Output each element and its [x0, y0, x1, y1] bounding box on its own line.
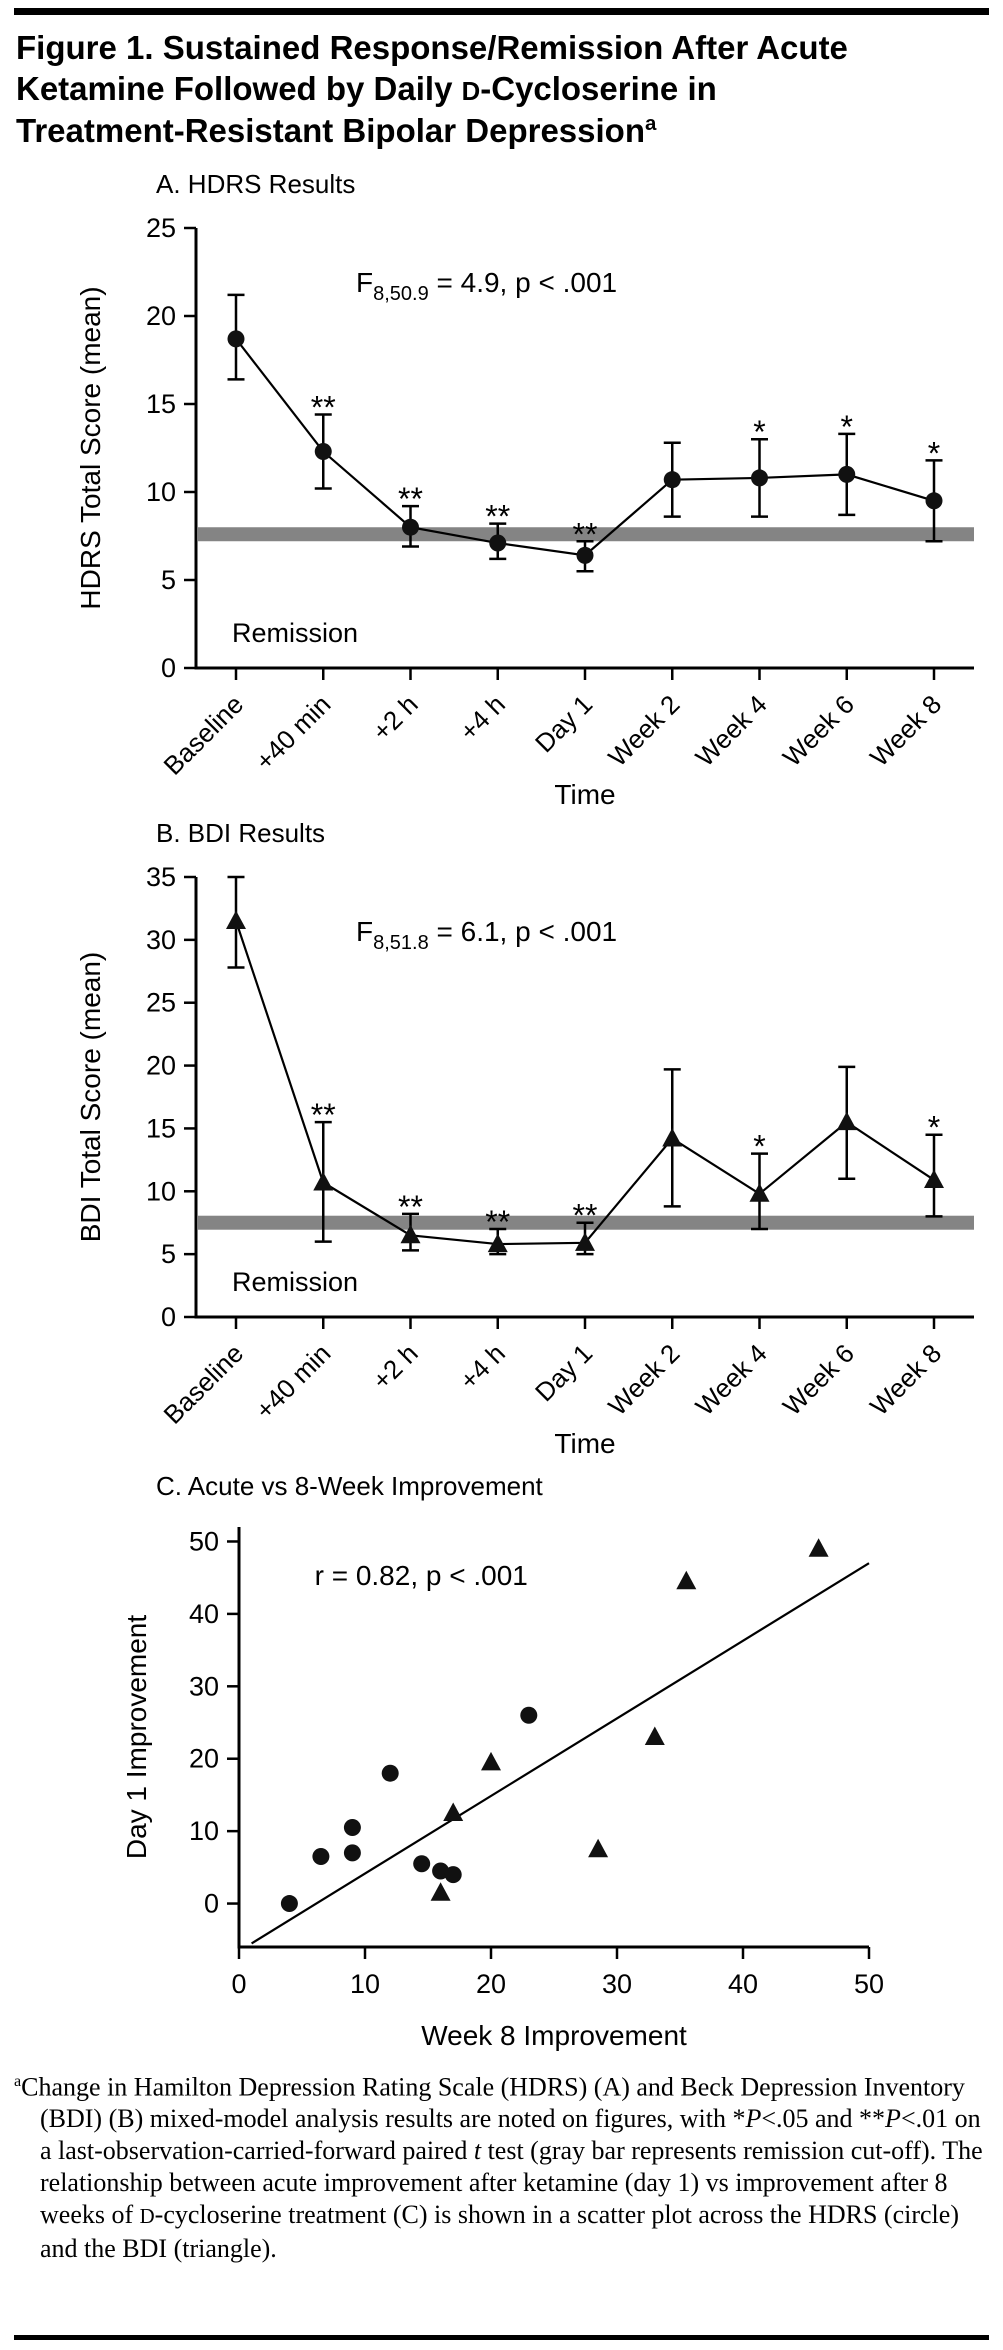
svg-text:**: **	[572, 1197, 598, 1234]
svg-text:20: 20	[145, 300, 176, 331]
bottom-rule	[14, 2335, 989, 2340]
svg-text:Week 8: Week 8	[864, 1337, 948, 1421]
svg-text:**: **	[398, 1188, 423, 1225]
svg-text:5: 5	[160, 1238, 176, 1269]
fit-line	[252, 1563, 869, 1943]
figure-title	[16, 27, 987, 151]
svg-text:*: *	[753, 413, 766, 450]
svg-text:Week 8: Week 8	[864, 688, 948, 772]
panel-b-label: B. BDI Results	[156, 817, 326, 848]
svg-text:20: 20	[475, 1968, 507, 1999]
svg-text:Week 2: Week 2	[602, 1337, 686, 1421]
svg-text:**: **	[398, 480, 423, 517]
series-hdrs	[281, 1707, 537, 1912]
svg-text:30: 30	[145, 924, 176, 955]
svg-text:+40 min: +40 min	[249, 688, 337, 776]
tick-labels	[146, 862, 947, 1430]
svg-text:30: 30	[601, 1968, 633, 1999]
y-axis-title: Day 1 Improvement	[121, 1614, 152, 1859]
svg-text:15: 15	[145, 388, 176, 419]
svg-text:25: 25	[145, 212, 176, 243]
svg-text:**: **	[485, 1203, 511, 1240]
svg-text:25: 25	[145, 987, 176, 1018]
svg-text:Day 1: Day 1	[529, 688, 599, 759]
svg-text:Day 1: Day 1	[529, 1337, 599, 1408]
data-line	[236, 921, 934, 1244]
y-axis-title: BDI Total Score (mean)	[75, 951, 106, 1242]
svg-text:0: 0	[231, 1968, 247, 1999]
remission-label: Remission	[232, 1266, 359, 1297]
tick-labels	[189, 1526, 884, 1999]
figure-title-line-2: Ketamine Followed by Daily D-Cycloserine in	[16, 70, 717, 108]
top-rule	[14, 8, 989, 15]
x-axis-title: Week 8 Improvement	[421, 2019, 687, 2051]
figure-footnote: $^a$Change in Hamilton Depression Rating Scale (HDRS) (A) and Beck Depression Inventory (BDI) (B) mixed-model analysis results are noted on figures, with *P<.05 and **P<.01 on a last-observation-carried-forward paired t test (gray bar represents remission cut-off). The relationship between acute improvement after ketamine (day 1) vs improvement after 8 weeks of D-cycloserine treatment (C) is shown in a scatter plot across the HDRS (circle) and the BDI (triangle).	[14, 2072, 983, 2264]
svg-text:5: 5	[160, 564, 176, 595]
svg-text:Week 4: Week 4	[689, 1337, 773, 1421]
svg-text:10: 10	[188, 1815, 219, 1846]
hdrs-line-chart	[14, 200, 1003, 816]
svg-text:50: 50	[188, 1526, 219, 1557]
bdi-line-chart	[14, 849, 1003, 1465]
svg-text:35: 35	[145, 861, 176, 892]
svg-text:**: **	[310, 1096, 336, 1133]
svg-text:**: **	[310, 389, 336, 426]
improvement-scatter-chart	[14, 1502, 1003, 2054]
svg-text:Week 6: Week 6	[776, 1337, 860, 1421]
svg-text:+2 h: +2 h	[366, 1337, 424, 1396]
stat-annotation: $F_{8,50.9} = 4.9$, p < .001	[356, 266, 618, 305]
svg-text:20: 20	[188, 1743, 219, 1774]
svg-text:*: *	[753, 1128, 766, 1165]
svg-text:20: 20	[145, 1050, 176, 1081]
panel-a-label: A. HDRS Results	[156, 168, 356, 199]
svg-text:+2 h: +2 h	[366, 688, 424, 747]
series-bdi	[431, 1538, 829, 1900]
stat-annotation: r = 0.82, p < .001	[314, 1559, 528, 1591]
svg-text:0: 0	[160, 1301, 176, 1332]
figure-title-line-1: Figure 1. Sustained Response/Remission After Acute	[16, 29, 848, 66]
svg-text:0: 0	[160, 652, 176, 683]
tick-labels	[146, 213, 947, 781]
figure-title-line-3: Treatment-Resistant Bipolar Depression$^a$	[16, 111, 657, 149]
x-axis-title: Time	[554, 778, 616, 810]
svg-text:*: *	[927, 435, 941, 472]
svg-text:*: *	[927, 1109, 941, 1146]
panel-c-label: C. Acute vs 8-Week Improvement	[156, 1470, 543, 1501]
svg-text:+40 min: +40 min	[249, 1337, 337, 1425]
stat-annotation: $F_{8,51.8} = 6.1$, p < .001	[356, 915, 618, 954]
svg-text:10: 10	[145, 476, 176, 507]
svg-text:Baseline: Baseline	[157, 1337, 250, 1430]
svg-text:40: 40	[188, 1598, 219, 1629]
svg-text:30: 30	[188, 1671, 219, 1702]
svg-text:10: 10	[349, 1968, 381, 1999]
svg-text:Baseline: Baseline	[157, 688, 250, 781]
svg-text:10: 10	[145, 1176, 176, 1207]
svg-text:+4 h: +4 h	[453, 1337, 511, 1396]
svg-text:**: **	[572, 516, 598, 553]
remission-label: Remission	[232, 617, 359, 648]
x-axis-title: Time	[554, 1427, 616, 1459]
y-axis-title: HDRS Total Score (mean)	[75, 286, 106, 610]
svg-text:50: 50	[853, 1968, 885, 1999]
svg-text:*: *	[840, 408, 853, 445]
svg-text:0: 0	[203, 1888, 219, 1919]
svg-text:Week 2: Week 2	[602, 688, 686, 772]
ticks	[227, 1541, 869, 1959]
svg-text:Week 4: Week 4	[689, 688, 773, 772]
svg-text:15: 15	[145, 1113, 176, 1144]
svg-text:**: **	[485, 498, 511, 535]
svg-text:40: 40	[727, 1968, 759, 1999]
svg-text:Week 6: Week 6	[776, 688, 860, 772]
svg-text:+4 h: +4 h	[453, 688, 511, 747]
